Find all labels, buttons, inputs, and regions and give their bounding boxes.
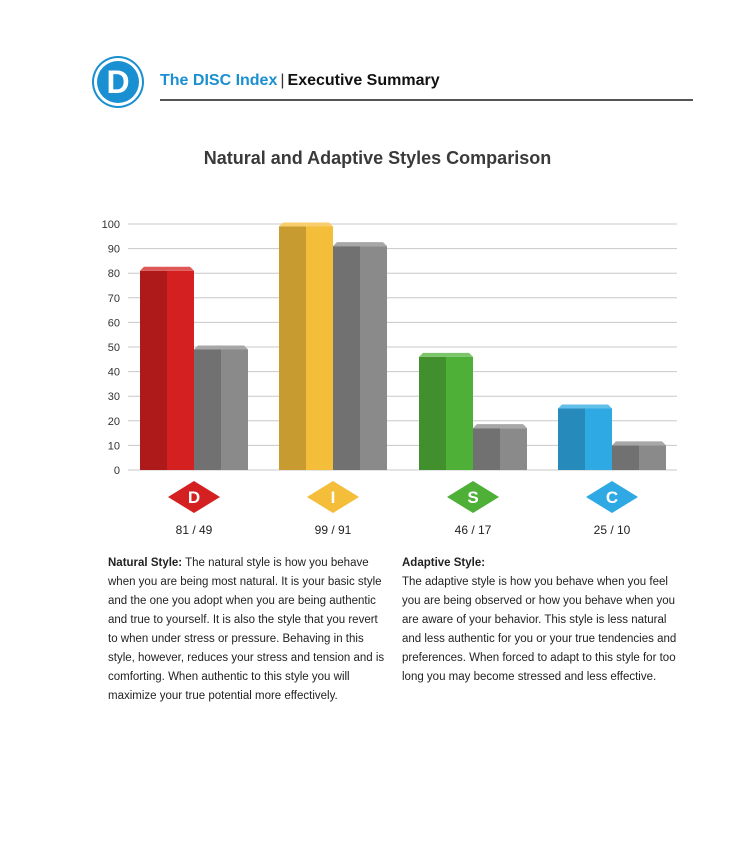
bar-adaptive-s-cap	[473, 424, 527, 428]
bar-natural-d	[140, 271, 167, 470]
y-tick-label: 50	[107, 342, 120, 354]
bar-natural-i	[279, 226, 306, 470]
bar-natural-c	[558, 409, 585, 471]
value-label-c: 25 / 10	[593, 523, 631, 537]
title-separator: |	[280, 72, 285, 89]
bar-adaptive-d-face	[221, 349, 248, 470]
y-tick-label: 0	[113, 465, 120, 477]
bar-natural-i-face	[306, 226, 333, 470]
bar-natural-d-face	[167, 271, 194, 470]
y-tick-label: 80	[107, 268, 120, 281]
bar-adaptive-i-cap	[333, 242, 387, 246]
value-label-s: 46 / 17	[454, 523, 492, 537]
bar-adaptive-c-face	[639, 445, 666, 470]
brand-name: The DISC Index	[160, 72, 278, 89]
bar-natural-s	[419, 357, 446, 470]
y-tick-label: 90	[107, 243, 120, 256]
y-tick-label: 100	[101, 219, 120, 231]
natural-style-heading: Natural Style:	[108, 557, 183, 569]
diamond-letter-d: D	[187, 488, 201, 507]
diamond-letter-c: C	[605, 488, 619, 507]
y-tick-label: 30	[107, 391, 120, 404]
bar-adaptive-i-face	[360, 246, 387, 470]
adaptive-style-text: The adaptive style is how you behave when you feel you are being observed or how you behave when you are aware of your behavior. This style is less natural and less authentic for you or your true tendencies and preferences. When forced to adapt to this style for too long you may become stressed and less effective.	[402, 576, 677, 683]
y-tick-label: 60	[107, 317, 120, 330]
bar-natural-c-face	[585, 409, 612, 471]
y-tick-label: 40	[107, 366, 120, 379]
bar-adaptive-s-face	[500, 428, 527, 470]
bar-adaptive-c	[612, 445, 639, 470]
y-tick-label: 10	[107, 440, 120, 453]
bar-adaptive-c-cap	[612, 441, 666, 445]
bar-adaptive-d	[194, 349, 221, 470]
diamond-letter-i: I	[330, 488, 336, 507]
natural-style-description	[108, 554, 388, 706]
section-name: Executive Summary	[287, 72, 440, 89]
chart-title: Natural and Adaptive Styles Comparison	[203, 148, 552, 168]
bar-natural-s-cap	[419, 353, 473, 357]
diamond-letter-s: S	[467, 488, 479, 507]
bar-adaptive-i	[333, 246, 360, 470]
adaptive-style-description	[402, 554, 687, 687]
adaptive-style-heading: Adaptive Style:	[402, 557, 486, 569]
bar-natural-d-cap	[140, 267, 194, 271]
y-tick-label: 70	[107, 292, 120, 305]
disc-logo: D	[94, 58, 142, 106]
bar-natural-c-cap	[558, 405, 612, 409]
value-label-i: 99 / 91	[314, 523, 352, 537]
bar-natural-i-cap	[279, 222, 333, 226]
y-tick-label: 20	[107, 415, 120, 428]
bar-adaptive-d-cap	[194, 345, 248, 349]
bar-natural-s-face	[446, 357, 473, 470]
bar-adaptive-s	[473, 428, 500, 470]
value-label-d: 81 / 49	[175, 523, 213, 537]
natural-style-text: The natural style is how you behave when you are being most natural. It is your basic style and the one you adopt when you are being authentic and true to yourself. It is also the style that you revert to when under stress or pressure. Behaving in this style, however, reduces your stress and tension and is comforting. When authentic to this style you will maximize your true potential more effectively.	[108, 557, 385, 702]
